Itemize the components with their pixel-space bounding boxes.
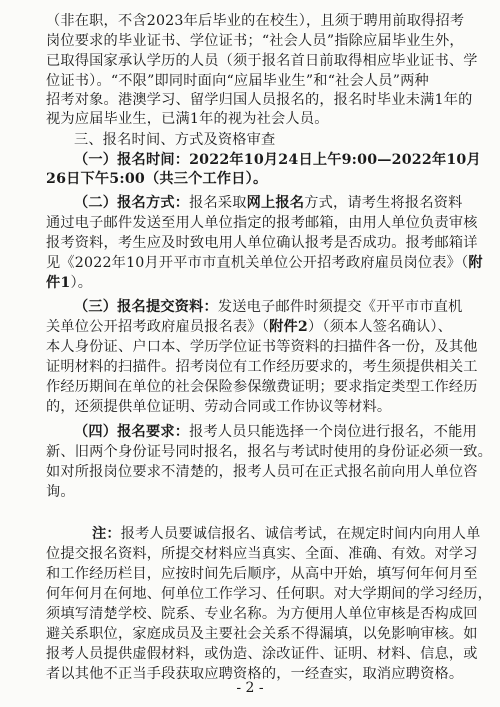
registration-method-paragraph-line bbox=[46, 272, 454, 294]
page-number: - 2 - bbox=[236, 680, 264, 696]
text-run: 的，还须提供单位证明、劳动合同或工作协议等材料。 bbox=[46, 399, 392, 415]
text-run: 方式，请考生将报名资料 bbox=[304, 195, 463, 211]
note-paragraph-line bbox=[46, 643, 478, 665]
note-paragraph-line bbox=[46, 543, 478, 565]
eligibility-paragraph-line bbox=[46, 30, 464, 52]
registration-method-paragraph-line bbox=[46, 232, 478, 254]
text-run: 三、报名时间、方式及资格审查 bbox=[74, 132, 276, 148]
text-run: 附 bbox=[468, 255, 483, 271]
text-run: （非在职，不含2023年后毕业的在校生），且须于聘用前取得招考 bbox=[46, 13, 465, 29]
text-run: 附件2 bbox=[269, 319, 308, 335]
text-run: 26日下午5:00（共三个工作日）。 bbox=[46, 171, 268, 187]
text-run: （一）报名时间：2022年10月24日上午9:00—2022年10月 bbox=[74, 152, 481, 168]
text-run: 关单位公开招考政府雇员报名表》（ bbox=[46, 319, 270, 335]
eligibility-paragraph-line bbox=[46, 10, 465, 32]
text-run: ）（须本人签名确认）、 bbox=[307, 319, 453, 335]
text-run: 网上报名 bbox=[246, 195, 305, 211]
text-run: 位证书）。“不限”即同时面向“应届毕业生”和“社会人员”两种 bbox=[46, 73, 429, 89]
submission-materials-paragraph-line bbox=[46, 376, 478, 398]
registration-method-paragraph-line bbox=[46, 252, 483, 274]
note-paragraph-line bbox=[46, 603, 478, 625]
registration-requirements-paragraph-line bbox=[46, 441, 493, 463]
text-run: 新、旧两个身份证号同时报名，报名与考试时使用的身份证必须一致。 bbox=[46, 444, 493, 460]
text-run: 何年何月在何地、何单位工作学习、任何职。对大学期间的学习经历， bbox=[46, 586, 493, 602]
eligibility-paragraph-line bbox=[46, 108, 454, 130]
text-run: 注： bbox=[92, 526, 121, 542]
submission-materials-paragraph-line bbox=[46, 316, 454, 338]
text-run: 见《2022年10月开平市市直机关单位公开招考政府雇员岗位表》（ bbox=[46, 255, 469, 271]
registration-method-paragraph-line bbox=[46, 212, 478, 234]
note-paragraph-line bbox=[46, 563, 478, 585]
text-run: 岗位要求的毕业证书、学位证书；“社会人员”指除应届毕业生外， bbox=[46, 33, 464, 49]
text-run: 和工作经历栏目，应按时间先后顺序，从高中开始，填写何年何月至 bbox=[46, 566, 478, 582]
note-paragraph-line bbox=[46, 523, 500, 545]
registration-requirements-paragraph-line bbox=[46, 481, 454, 503]
text-run: （四）报名要求： bbox=[74, 424, 190, 440]
text-run: （三）报名提交资料： bbox=[74, 299, 218, 315]
text-run: 如对所报岗位要求不清楚的，报考人员可在正式报名前向用人单位咨 bbox=[46, 464, 478, 480]
text-run: 证明材料的扫描件。招考岗位有工作经历要求的，考生须提供相关工 bbox=[46, 359, 478, 375]
registration-time-paragraph-line bbox=[46, 168, 454, 190]
text-run: 发送电子邮件时须提交《开平市市直机 bbox=[217, 299, 463, 315]
text-run: 视为应届毕业生，已满1年的视为社会人员。 bbox=[46, 111, 329, 127]
text-run: 招考对象。港澳学习、留学归国人员报名的，报名时毕业未满1年的 bbox=[46, 92, 473, 108]
text-run: 避关系职位，家庭成员及主要社会关系不得漏填，以免影响审核。如 bbox=[46, 626, 478, 642]
submission-materials-paragraph-line bbox=[46, 336, 478, 358]
submission-materials-paragraph-line bbox=[46, 296, 482, 318]
text-run: 报考人员提供虚假材料，或伪造、涂改证件、证明、材料、信息，或 bbox=[46, 646, 478, 662]
text-run: 报名采取 bbox=[189, 195, 247, 211]
note-paragraph-line bbox=[46, 623, 478, 645]
text-run: 报考资料，考生应及时致电用人单位确认报考是否成功。报考邮箱详 bbox=[46, 235, 478, 251]
text-run: 者以其他不正当手段获取应聘资格的，一经查实，取消应聘资格。 bbox=[46, 666, 464, 682]
text-run: 报考人员要诚信报名、诚信考试，在规定时间内向用人单 bbox=[120, 526, 481, 542]
text-run: 须填写清楚学校、院系、专业名称。为方便用人单位审核是否构成回 bbox=[46, 606, 478, 622]
text-run: 件1 bbox=[46, 275, 71, 291]
text-run: 通过电子邮件发送至用人单位指定的报考邮箱，由用人单位负责审核 bbox=[46, 215, 478, 231]
registration-method-paragraph-line bbox=[46, 192, 482, 214]
section-heading-line bbox=[46, 129, 482, 151]
note-paragraph-line bbox=[46, 583, 493, 605]
text-run: 位提交报名资料，所提交材料应当真实、全面、准确、有效。对学习 bbox=[46, 546, 478, 562]
text-run: ）。 bbox=[70, 275, 93, 291]
text-run: 已取得国家承认学历的人员（须于报名首日前取得相应毕业证书、学 bbox=[46, 53, 478, 69]
eligibility-paragraph-line bbox=[46, 50, 478, 72]
text-run: 询。 bbox=[46, 484, 75, 500]
submission-materials-paragraph-line bbox=[46, 356, 478, 378]
text-run: 本人身份证、户口本、学历学位证书等资料的扫描件各一份，及其他 bbox=[46, 339, 478, 355]
text-run: （二）报名方式： bbox=[74, 195, 190, 211]
registration-requirements-paragraph-line bbox=[46, 461, 478, 483]
submission-materials-paragraph-line bbox=[46, 396, 454, 418]
registration-requirements-paragraph-line bbox=[46, 421, 482, 443]
text-run: 报考人员只能选择一个岗位进行报名，不能用 bbox=[189, 424, 477, 440]
text-run: 作经历期间在单位的社会保险参保缴费证明；要求指定类型工作经历 bbox=[46, 379, 478, 395]
